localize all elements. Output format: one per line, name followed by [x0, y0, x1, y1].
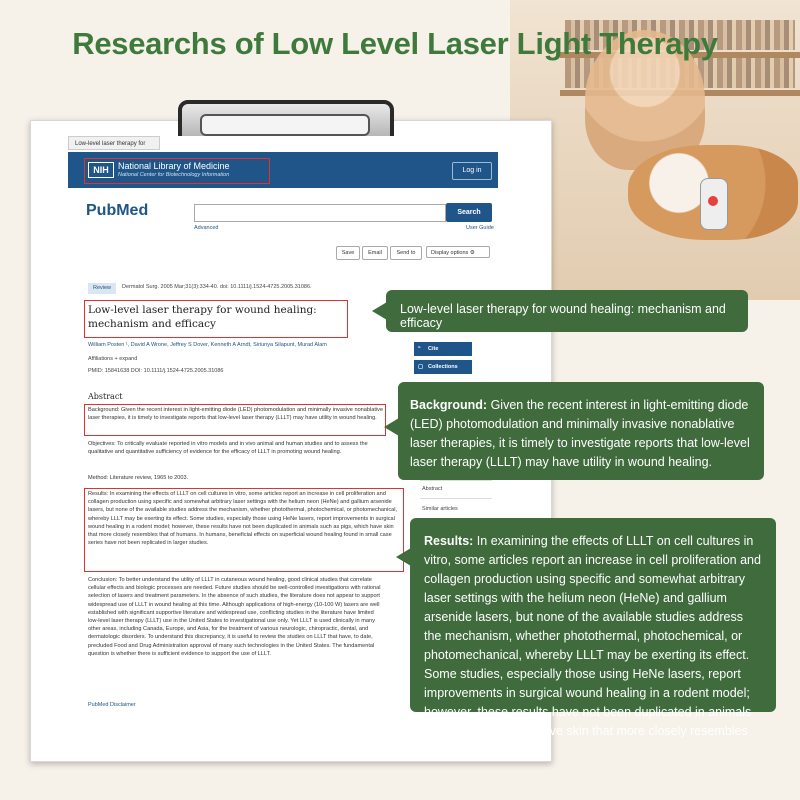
collections-label: Collections	[428, 364, 458, 370]
sidebar-link-similar-articles[interactable]: Similar articles	[422, 506, 458, 512]
display-options-button[interactable]	[426, 246, 490, 258]
main-title: Researchs of Low Level Laser Light Therapy	[72, 26, 718, 61]
callout-background-text: Given the recent interest in light-emitting diode (LED) photomodulation and minimally invasive nonablative laser therapies, it is timely to investigate reports that low-level laser therapy (LLLT) may have utility in wound healing.	[410, 398, 750, 469]
callout-results-text: In examining the effects of LLLT on cell cultures in vitro, some articles report an increase in cell proliferation and collagen production using specific and somewhat arbitrary laser settings with the helium neon (HeNe) and gallium arsenide lasers, but none of the available studies address the mechanism, whether photothermal, photochemical, or photomechanical, whereby LLLT may be exerting its effect. Some studies, especially those using HeNe lasers, report improvements in surgical wound healing in a rodent model; however, these results have not been duplicated in animals such as pigs, which have skin that more closely resembles that of humans	[424, 534, 761, 757]
pubmed-logo[interactable]: PubMed	[86, 202, 149, 219]
pmid-doi: PMID: 15841638 DOI: 10.1111/j.1524-4725.2005.31086	[88, 368, 224, 374]
save-button[interactable]: Save	[336, 246, 360, 260]
email-button[interactable]: Email	[362, 246, 388, 260]
nih-subtitle: National Center for Biotechnology Information	[118, 172, 230, 178]
laser-light-icon	[708, 196, 718, 206]
abstract-conclusion: Conclusion: To better understand the utility of LLLT in cutaneous wound healing, good clinical studies that correlate cellular effects and biologic processes are needed. Future studies should be well-controlled investigations with rational selection of lasers and treatment parameters. In the absence of such studies, the literature does not appear to support widespread use of LLLT in wound healing at this time. Although applications of high-energy (10-100 W) lasers are well established with significant supportive literature and widespread use, conflicting studies in the literature have limited low-level laser therapy (LLLT) use in the United States to investigational use only. Yet LLLT is used clinically in many other areas, including Canada, Europe, and Asia, for the treatment of various neurologic, chiropractic, dental, and dermatologic disorders. To understand this discrepancy, it is useful to review the studies on LLLT that have, to date, precluded Food and Drug Administration approval of many such technologies in the United States. The fundamental question is whether there is sufficient evidence to support the use of LLLT.	[88, 577, 381, 657]
sidebar-divider	[420, 498, 492, 499]
clipboard-clip-slot	[200, 114, 370, 136]
bookmark-icon: ▢	[418, 364, 424, 370]
collections-button[interactable]	[414, 360, 472, 374]
sidebar-link-abstract[interactable]: Abstract	[422, 486, 443, 492]
abstract-objectives: Objectives: To critically evaluate reported in vitro models and in vivo animal and human studies and to assess the qualitative and quantitative sufficiency of evidence for the efficacy of LLLT in promoting wound healing.	[88, 441, 368, 456]
user-guide-link[interactable]: User Guide	[466, 225, 494, 231]
abstract-results: Results: In examining the effects of LLLT on cell cultures in vitro, some articles report an increase in cell proliferation and collagen production using specific and somewhat arbitrary laser settings with the helium neon (HeNe) and gallium arsenide lasers, but none of the available studies address the mechanism, whether photothermal, photochemical, or photomechanical, whereby LLLT may be exerting its effect. Some studies, especially those using HeNe lasers, report improvements in surgical wound healing in a rodent model; however, these results have not been duplicated in animals such as pigs, which have skin that more closely resembles that of humans. In humans, beneficial effects on superficial wound healing found in small case series have not been replicated in larger studies.	[88, 491, 398, 547]
browser-tab[interactable]: Low-level laser therapy for	[68, 136, 160, 150]
callout-title: Low-level laser therapy for wound healing: mechanism and efficacy	[386, 290, 748, 332]
callout-background-label: Background:	[410, 398, 488, 412]
search-input[interactable]	[194, 204, 446, 222]
nih-name: National Library of Medicine	[118, 161, 230, 171]
authors[interactable]: William Posten ¹, David A Wrone, Jeffrey S Dover, Kenneth A Arndt, Siriunya Silapunt, Murad Alam	[88, 342, 327, 348]
advanced-link[interactable]: Advanced	[194, 225, 219, 231]
cite-button[interactable]	[414, 342, 472, 356]
callout-results	[410, 518, 776, 757]
callout-background	[398, 382, 764, 480]
send-to-button[interactable]: Send to	[390, 246, 422, 260]
citation: Dermatol Surg. 2005 Mar;31(3):334-40. doi: 10.1111/j.1524-4725.2005.31086.	[122, 284, 312, 290]
article-title: Low-level laser therapy for wound healing: mechanism and efficacy	[88, 304, 317, 330]
review-tag[interactable]: Review	[88, 283, 116, 294]
abstract-background: Background: Given the recent interest in light-emitting diode (LED) photomodulation and minimally invasive nonablative laser therapies, it is timely to investigate reports that low-level laser therapy (LLLT) may have utility in wound healing.	[88, 407, 384, 422]
nih-logo[interactable]: NIH	[88, 162, 114, 178]
login-button[interactable]: Log in	[452, 162, 492, 180]
abstract-method: Method: Literature review, 1965 to 2003.	[88, 475, 189, 481]
quote-icon: “	[418, 346, 421, 352]
search-button[interactable]: Search	[446, 203, 492, 222]
affiliations[interactable]: Affiliations + expand	[88, 356, 138, 362]
sidebar-divider	[420, 480, 492, 481]
abstract-heading: Abstract	[88, 392, 123, 401]
cite-label: Cite	[428, 346, 439, 352]
pubmed-disclaimer-link[interactable]: PubMed Disclaimer	[88, 702, 136, 708]
gear-icon: ⚙	[469, 250, 475, 256]
display-options-label: Display options	[431, 250, 469, 256]
callout-results-label: Results:	[424, 534, 474, 548]
